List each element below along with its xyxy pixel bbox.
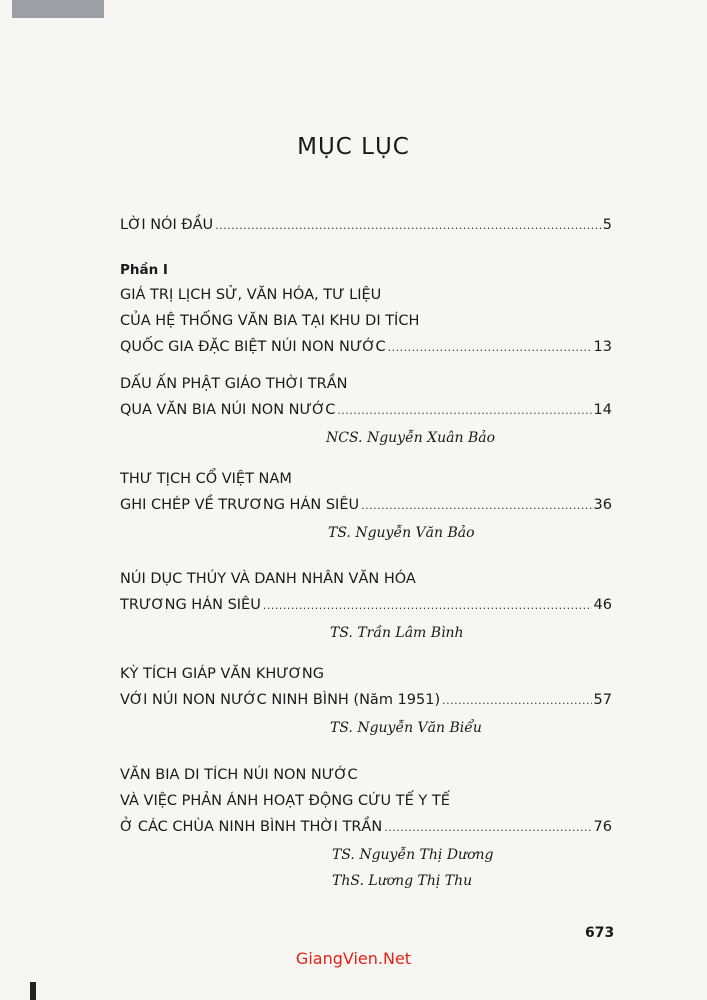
toc-line <box>120 814 612 840</box>
dot-leader <box>388 335 592 361</box>
toc-entry-title: DẤU ẤN PHẬT GIÁO THỜI TRẦN <box>120 376 348 392</box>
toc-page-number: 13 <box>593 339 612 355</box>
toc-entry-title: GHI CHÉP VỀ TRƯƠNG HÁN SIÊU <box>120 497 360 513</box>
toc-entry-title: Ở CÁC CHÙA NINH BÌNH THỜI TRẦN <box>120 819 383 835</box>
toc-author: TS. Nguyễn Văn Bảo <box>328 525 475 541</box>
toc-entry <box>120 566 612 646</box>
toc-entry-title: TRƯƠNG HÁN SIÊU <box>120 597 261 613</box>
toc-entry-title: KỲ TÍCH GIÁP VĂN KHƯƠNG <box>120 666 324 682</box>
dot-leader <box>361 493 591 519</box>
toc-author: TS. Nguyễn Thị Dương <box>332 847 494 863</box>
toc-page-number: 76 <box>593 819 612 835</box>
toc-line <box>120 687 612 713</box>
toc-author: ThS. Lương Thị Thu <box>332 873 473 889</box>
dot-leader <box>215 213 601 239</box>
toc-line <box>120 212 612 238</box>
scan-edge-bottom <box>30 982 36 1000</box>
toc-entry-title: NÚI DỤC THÚY VÀ DANH NHÂN VĂN HÓA <box>120 571 416 587</box>
toc-entry-title: QUA VĂN BIA NÚI NON NƯỚC <box>120 402 336 418</box>
toc-page-number: 46 <box>593 597 612 613</box>
dot-leader <box>263 593 592 619</box>
page-title: MỤC LỤC <box>297 134 410 160</box>
toc-entry-title: GIÁ TRỊ LỊCH SỬ, VĂN HÓA, TƯ LIỆU <box>120 287 382 303</box>
toc-entry <box>120 371 612 451</box>
toc-line <box>120 397 612 423</box>
toc-entry-title: LỜI NÓI ĐẦU <box>120 217 214 233</box>
toc-line <box>120 492 612 518</box>
toc-page-number: 5 <box>602 217 612 233</box>
toc-line <box>120 592 612 618</box>
dot-leader <box>337 398 591 424</box>
toc-entry <box>120 762 612 894</box>
toc-entry <box>120 661 612 741</box>
scan-edge-top <box>12 0 104 18</box>
toc-entry-title: VỚI NÚI NON NƯỚC NINH BÌNH (Năm 1951) <box>120 692 441 708</box>
toc-author: TS. Trần Lâm Bình <box>330 625 464 641</box>
toc-entry <box>120 258 612 360</box>
page-number: 673 <box>585 925 615 941</box>
toc-entry-title: VÀ VIỆC PHẢN ÁNH HOẠT ĐỘNG CỨU TẾ Y TẾ <box>120 793 450 809</box>
dot-leader <box>384 815 591 841</box>
toc-page-number: 57 <box>593 692 612 708</box>
toc-entry-title: CỦA HỆ THỐNG VĂN BIA TẠI KHU DI TÍCH <box>120 313 420 329</box>
toc-line <box>120 334 612 360</box>
toc-page-number: 36 <box>593 497 612 513</box>
toc-entry-title: QUỐC GIA ĐẶC BIỆT NÚI NON NƯỚC <box>120 339 386 355</box>
toc-author: NCS. Nguyễn Xuân Bảo <box>326 430 496 446</box>
toc-page-number: 14 <box>593 402 612 418</box>
part-label: Phần I <box>120 262 168 278</box>
toc-entry <box>120 212 612 238</box>
watermark-text: GiangVien.Net <box>295 949 412 968</box>
toc-entry-title: VĂN BIA DI TÍCH NÚI NON NƯỚC <box>120 767 358 783</box>
toc-entry-title: THƯ TỊCH CỔ VIỆT NAM <box>120 471 292 487</box>
toc-author: TS. Nguyễn Văn Biểu <box>330 720 482 736</box>
toc-entry <box>120 466 612 546</box>
dot-leader <box>442 688 591 714</box>
